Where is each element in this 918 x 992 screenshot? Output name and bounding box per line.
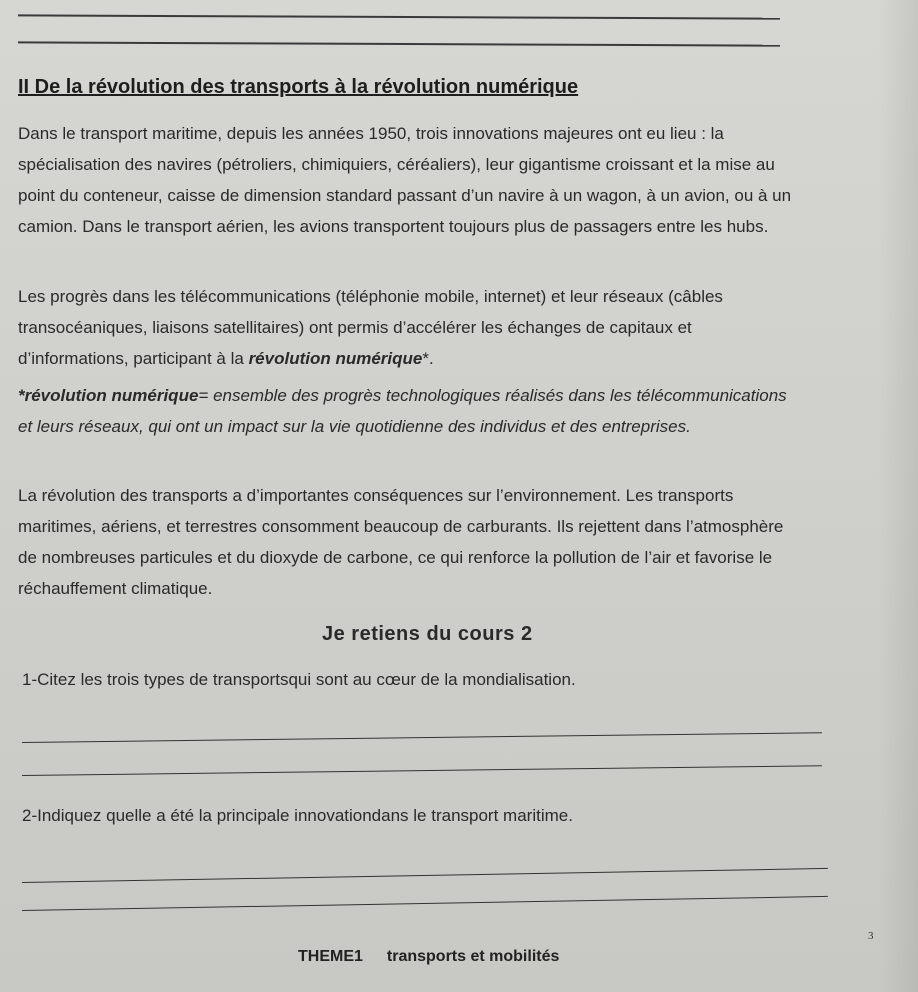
paragraph-maritime: Dans le transport maritime, depuis les années 1950, trois innovations majeures ont eu lieu : la spécialisation des navires (pétroliers, chimiquiers, céréaliers), leur gigantisme croissant et la mise au point du conteneur, caisse de dimension standard passant d’un navire à un wagon, à un avion, ou à un camion. Dans le transport aérien, les avions transportent toujours plus de passagers entre les hubs. bbox=[18, 124, 792, 236]
page-number: 3 bbox=[868, 930, 874, 942]
paragraph-environment: La révolution des transports a d’importantes conséquences sur l’environnement. Les transports maritimes, aériens, et terrestres consomment beaucoup de carburants. Ils rejettent dans l’atmosphère de nombreuses particules et du dioxyde de carbone, ce qui renforce la pollution de l’air et favorise le réchauffement climatique. bbox=[18, 486, 784, 598]
definition-term: *révolution numérique bbox=[18, 386, 199, 405]
answer-line-q1-2[interactable] bbox=[22, 765, 822, 776]
top-rule-2 bbox=[18, 41, 780, 46]
answer-line-q1-1[interactable] bbox=[22, 732, 822, 743]
answer-line-q2-2[interactable] bbox=[22, 896, 828, 911]
paragraph-telecom bbox=[18, 281, 798, 374]
footer bbox=[298, 948, 559, 966]
term-revolution-numerique: révolution numérique bbox=[248, 349, 423, 368]
paragraph-telecom-text: Les progrès dans les télécommunications (téléphonie mobile, internet) et leur réseaux (câbles transocéaniques, liaisons satellitaires) ont permis d’accélérer les échanges de capitaux et d’informations, participant à la bbox=[18, 287, 723, 368]
question-2: 2-Indiquez quelle a été la principale innovationdans le transport maritime. bbox=[22, 806, 573, 825]
question-1: 1-Citez les trois types de transportsqui sont au cœur de la mondialisation. bbox=[22, 670, 576, 689]
edge-shadow bbox=[878, 0, 918, 992]
definition-paragraph bbox=[18, 380, 798, 442]
definition-text: = ensemble des progrès technologiques réalisés dans les télécommunications et leurs réseaux, qui ont un impact sur la vie quotidienne des individus et des entreprises. bbox=[18, 386, 787, 436]
section-heading: Je retiens du cours 2 bbox=[322, 623, 533, 645]
footer-theme: THEME1 bbox=[298, 948, 363, 965]
answer-line-q2-1[interactable] bbox=[22, 868, 828, 883]
top-rule-1 bbox=[18, 14, 780, 19]
paragraph-telecom-end: *. bbox=[422, 349, 434, 368]
footer-subject: transports et mobilités bbox=[386, 948, 560, 965]
section-title: II De la révolution des transports à la révolution numérique bbox=[18, 76, 579, 98]
